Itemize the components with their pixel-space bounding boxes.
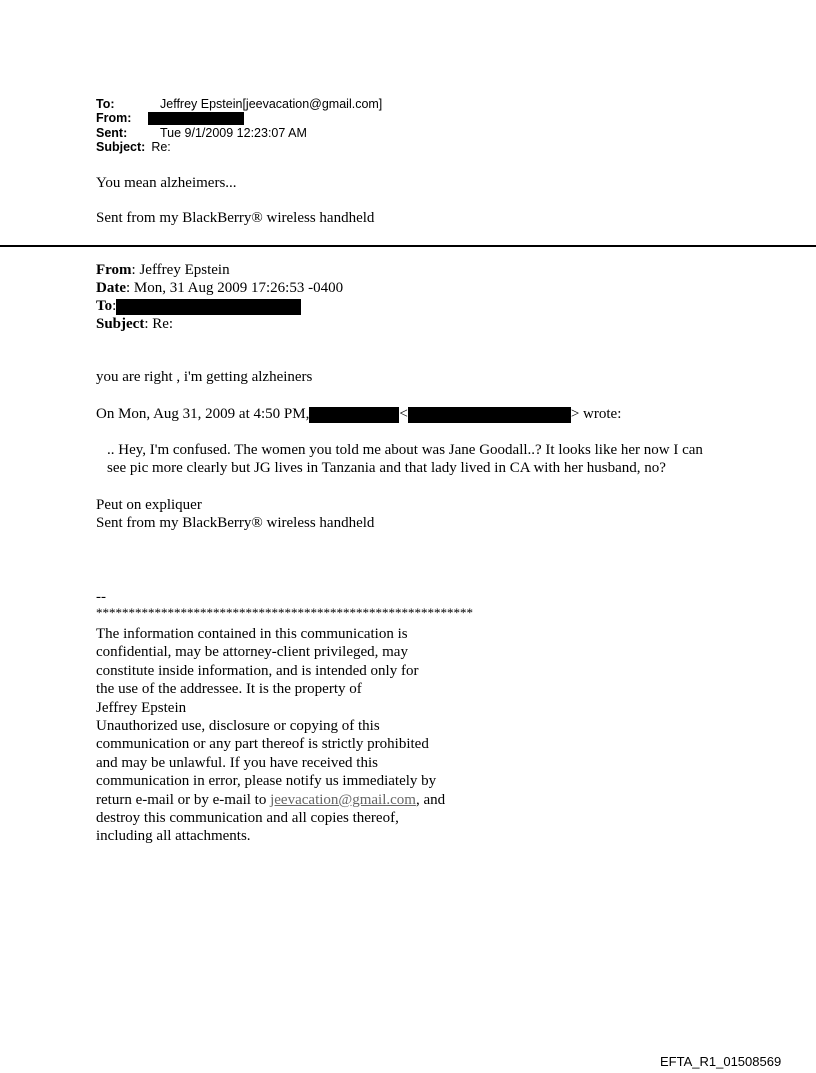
disclaimer-line: communication in error, please notify us immediately by [96, 773, 437, 790]
disclaimer-line-with-link [96, 791, 445, 809]
quoted-from-value: : Jeffrey Epstein [131, 262, 230, 278]
disclaimer-line: communication or any part thereof is strictly prohibited [96, 736, 429, 753]
document-id: EFTA_R1_01508569 [660, 1054, 782, 1069]
to-value: Jeffrey Epstein[jeevacation@gmail.com] [160, 97, 383, 111]
to-label: To: [96, 97, 115, 111]
redaction-block [116, 299, 301, 315]
on-date-text: On Mon, Aug 31, 2009 at 4:50 PM, [96, 406, 310, 422]
from-label: From: [96, 111, 132, 125]
subject-label: Subject: [96, 140, 146, 154]
header-sent-row [96, 127, 307, 139]
disclaimer-line: Jeffrey Epstein [96, 699, 187, 716]
header-to-row [96, 98, 382, 110]
lt-bracket: < [399, 406, 408, 422]
redaction-block [408, 407, 571, 423]
disclaimer-line: Unauthorized use, disclosure or copying of this [96, 718, 380, 735]
disclaimer-text: , and [415, 791, 446, 808]
redaction-block [309, 407, 399, 423]
disclaimer-block [96, 625, 445, 846]
header-subject-row [96, 141, 171, 153]
top-body-line: You mean alzheimers... [96, 175, 237, 191]
disclaimer-line: including all attachments. [96, 828, 251, 845]
dashes: -- [96, 589, 106, 605]
quoted-to-label: To [96, 298, 113, 314]
disclaimer-line: and may be unlawful. If you have received this [96, 754, 378, 771]
nested-line2: Peut on expliquer [96, 497, 202, 513]
quoted-subject-value: : Re: [144, 316, 174, 332]
header-from-row [96, 112, 244, 125]
quoted-subject-row [96, 315, 173, 333]
sent-value: Tue 9/1/2009 12:23:07 AM [160, 126, 307, 140]
quoted-date-value: : Mon, 31 Aug 2009 17:26:53 -0400 [126, 280, 344, 296]
nested-quote-body: .. Hey, I'm confused. The women you told me about was Jane Goodall..? It looks like her now I can see pic more clearly but JG lives in Tanzania and that lady lived in CA with her husband, no? [107, 442, 703, 476]
stars-line: ********************************************************** [96, 605, 473, 620]
email-link[interactable]: jeevacation@gmail.com [270, 791, 416, 808]
disclaimer-text: return e-mail or by e-mail to [96, 791, 271, 808]
quoted-subject-label: Subject [96, 316, 145, 332]
quoted-date-label: Date [96, 280, 126, 296]
redaction-block [148, 112, 244, 125]
quoted-to-row [96, 297, 301, 315]
separator-rule [0, 245, 816, 247]
sent-label: Sent: [96, 126, 128, 140]
disclaimer-line: destroy this communication and all copies thereof, [96, 810, 399, 827]
subject-value: Re: [151, 140, 171, 154]
disclaimer-line: The information contained in this communication is [96, 626, 408, 642]
quoted-date-row [96, 279, 343, 297]
wrote-text: > wrote: [570, 406, 622, 422]
on-wrote-line [96, 405, 621, 423]
disclaimer-line: the use of the addressee. It is the property of [96, 681, 362, 698]
disclaimer-line: constitute inside information, and is intended only for [96, 662, 419, 679]
quoted-body-line: you are right , i'm getting alzheiners [96, 369, 313, 385]
quoted-to-value: : [112, 298, 117, 314]
nested-signature: Sent from my BlackBerry® wireless handheld [96, 515, 375, 531]
quoted-from-row [96, 261, 230, 279]
disclaimer-line: confidential, may be attorney-client privileged, may [96, 644, 408, 661]
quoted-from-label: From [96, 262, 132, 278]
top-signature: Sent from my BlackBerry® wireless handheld [96, 210, 375, 226]
